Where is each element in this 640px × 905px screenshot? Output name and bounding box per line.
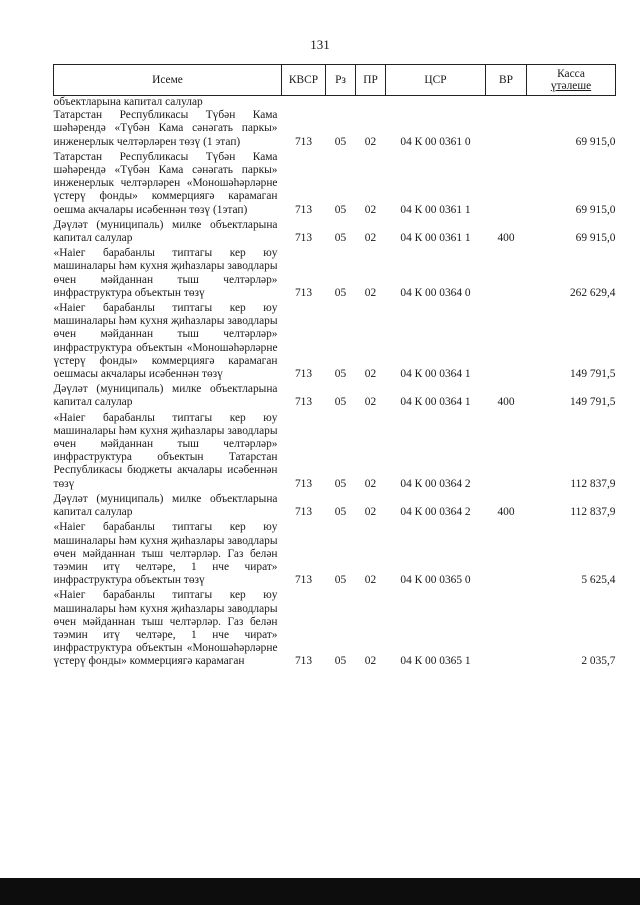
cell-kvsr: 713 (294, 203, 313, 216)
cell-name: Дәүләт (муниципаль) милке объектларына капитал салулар (53, 492, 278, 519)
cell-name: Дәүләт (муниципаль) милке объектларына капитал салулар (53, 218, 278, 245)
header-vr: ВР (486, 65, 527, 96)
header-cash-line1: Касса (557, 68, 585, 80)
cell-rz: 05 (334, 396, 347, 409)
cell-pr: 02 (364, 477, 377, 490)
cell-csr: 04 К 00 0364 1 (400, 368, 471, 381)
cell-csr: 04 К 00 0364 1 (400, 396, 471, 409)
cell-vr (486, 247, 527, 302)
header-rz: Рз (326, 65, 356, 96)
cell-vr (486, 109, 527, 151)
cell-kvsr: 713 (294, 574, 313, 587)
cell-cash: 149 791,5 (569, 368, 616, 381)
cell-rz: 05 (334, 477, 347, 490)
cell-kvsr: 713 (294, 368, 313, 381)
cell-kvsr: 713 (294, 655, 313, 668)
cell-kvsr: 713 (294, 396, 313, 409)
cell-pr: 02 (364, 368, 377, 381)
cell-vr (486, 151, 527, 219)
cell-pr: 02 (364, 506, 377, 519)
cell-vr: 400 (497, 396, 515, 409)
cell-kvsr: 713 (294, 286, 313, 299)
table-row (54, 383, 616, 411)
continuation-text: объектларына капитал салулар (53, 96, 203, 108)
cell-rz: 05 (334, 203, 347, 216)
continuation-row (54, 96, 616, 110)
cell-rz: 05 (334, 232, 347, 245)
cell-name: «Наіег барабанлы типтагы кер юу машиналары һәм кухня җиһазлары заводлары өчен мәйданнан тыш челтәрләр» инфраструктура объектын Татарстан Республикасы бюджеты акчалары исәбеннән төзү (53, 411, 278, 490)
cell-kvsr: 713 (294, 506, 313, 519)
cell-name: «Наіег барабанлы типтагы кер юу машиналары һәм кухня җиһазлары заводлары өчен мәйданнан тыш челтәрләр. Газ белән тәэмин итү челтәре, 1 нче чират» инфраструктура объектын «Моношәһәрләрне үстерү фонды» коммерциягә карамаган (53, 589, 278, 668)
cell-name: Татарстан Республикасы Түбән Кама шәһәрендә «Түбән Кама сәнәгать паркы» инженерлык челтәрләрен «Моношәһәрләрне үстерү фонды» коммерциягә карамаган оешма акчалары исәбеннән төзү (1этап) (53, 150, 278, 216)
cell-rz: 05 (334, 368, 347, 381)
cell-kvsr: 713 (294, 232, 313, 245)
table-row (54, 219, 616, 247)
table-row (54, 247, 616, 302)
cell-name: «Наіег барабанлы типтагы кер юу машиналары һәм кухня җиһазлары заводлары өчен мәйданнан тыш челтәрләр. Газ белән тәэмин итү челтәре, 1 нче чират» инфраструктура объектын төзү (53, 521, 278, 587)
table-row (54, 493, 616, 521)
cell-pr: 02 (364, 574, 377, 587)
table-row (54, 302, 616, 383)
cell-csr: 04 К 00 0361 1 (400, 203, 471, 216)
cell-cash: 262 629,4 (569, 286, 616, 299)
cell-csr: 04 К 00 0361 0 (400, 135, 471, 148)
table-row (54, 521, 616, 589)
cell-csr: 04 К 00 0364 0 (400, 286, 471, 299)
header-kvsr: КВСР (282, 65, 326, 96)
cell-pr: 02 (364, 203, 377, 216)
cell-rz: 05 (334, 135, 347, 148)
cell-rz: 05 (334, 506, 347, 519)
cell-rz: 05 (334, 574, 347, 587)
table-row (54, 109, 616, 151)
cell-vr (486, 302, 527, 383)
cell-csr: 04 К 00 0365 0 (400, 574, 471, 587)
cell-cash: 2 035,7 (581, 655, 616, 668)
cell-csr: 04 К 00 0364 2 (400, 506, 471, 519)
cell-vr: 400 (497, 506, 515, 519)
cell-vr: 400 (497, 232, 515, 245)
cell-vr (486, 412, 527, 493)
header-csr: ЦСР (386, 65, 486, 96)
cell-pr: 02 (364, 396, 377, 409)
cell-kvsr: 713 (294, 477, 313, 490)
header-cash (527, 65, 616, 96)
cell-cash: 69 915,0 (575, 135, 616, 148)
cell-cash: 112 837,9 (570, 477, 616, 490)
cell-csr: 04 К 00 0361 1 (400, 232, 471, 245)
cell-csr: 04 К 00 0364 2 (400, 477, 471, 490)
cell-pr: 02 (364, 655, 377, 668)
table-row (54, 151, 616, 219)
table-row (54, 589, 616, 670)
header-name: Исеме (54, 65, 282, 96)
cell-name: «Наіег барабанлы типтагы кер юу машиналары һәм кухня җиһазлары заводлары өчен мәйданнан тыш челтәрләр» инфраструктура объектын «Моношәһәрләрне үстерү фонды» коммерциягә карамаган оешмасы акчалары исәбеннән төзү (53, 302, 278, 381)
table-header (54, 65, 616, 96)
header-cash-line2: үтәлеше (550, 80, 592, 92)
cell-cash: 69 915,0 (575, 203, 616, 216)
cell-pr: 02 (364, 286, 377, 299)
table-body (54, 96, 616, 671)
cell-cash: 149 791,5 (569, 396, 616, 409)
scan-footer-bar (0, 878, 640, 905)
table-row (54, 412, 616, 493)
cell-name: Дәүләт (муниципаль) милке объектларына капитал салулар (53, 383, 278, 409)
cell-name: Татарстан Республикасы Түбән Кама шәһәрендә «Түбән Кама сәнәгать паркы» инженерлык челтәрләрен төзү (1 этап) (53, 109, 278, 148)
cell-cash: 69 915,0 (575, 232, 616, 245)
cell-kvsr: 713 (294, 135, 313, 148)
header-pr: ПР (356, 65, 386, 96)
cell-cash: 112 837,9 (570, 506, 616, 519)
cell-cash: 5 625,4 (581, 574, 616, 587)
cell-csr: 04 К 00 0365 1 (400, 655, 471, 668)
cell-name: «Наіег барабанлы типтагы кер юу машиналары һәм кухня җиһазлары заводлары өчен мәйданнан тыш челтәрләр» инфраструктура объектын төзү (53, 247, 278, 299)
cell-pr: 02 (364, 232, 377, 245)
cell-vr (486, 521, 527, 589)
page-number: 131 (310, 37, 330, 52)
cell-pr: 02 (364, 135, 377, 148)
cell-rz: 05 (334, 286, 347, 299)
budget-table (53, 64, 616, 671)
cell-vr (486, 589, 527, 670)
cell-rz: 05 (334, 655, 347, 668)
